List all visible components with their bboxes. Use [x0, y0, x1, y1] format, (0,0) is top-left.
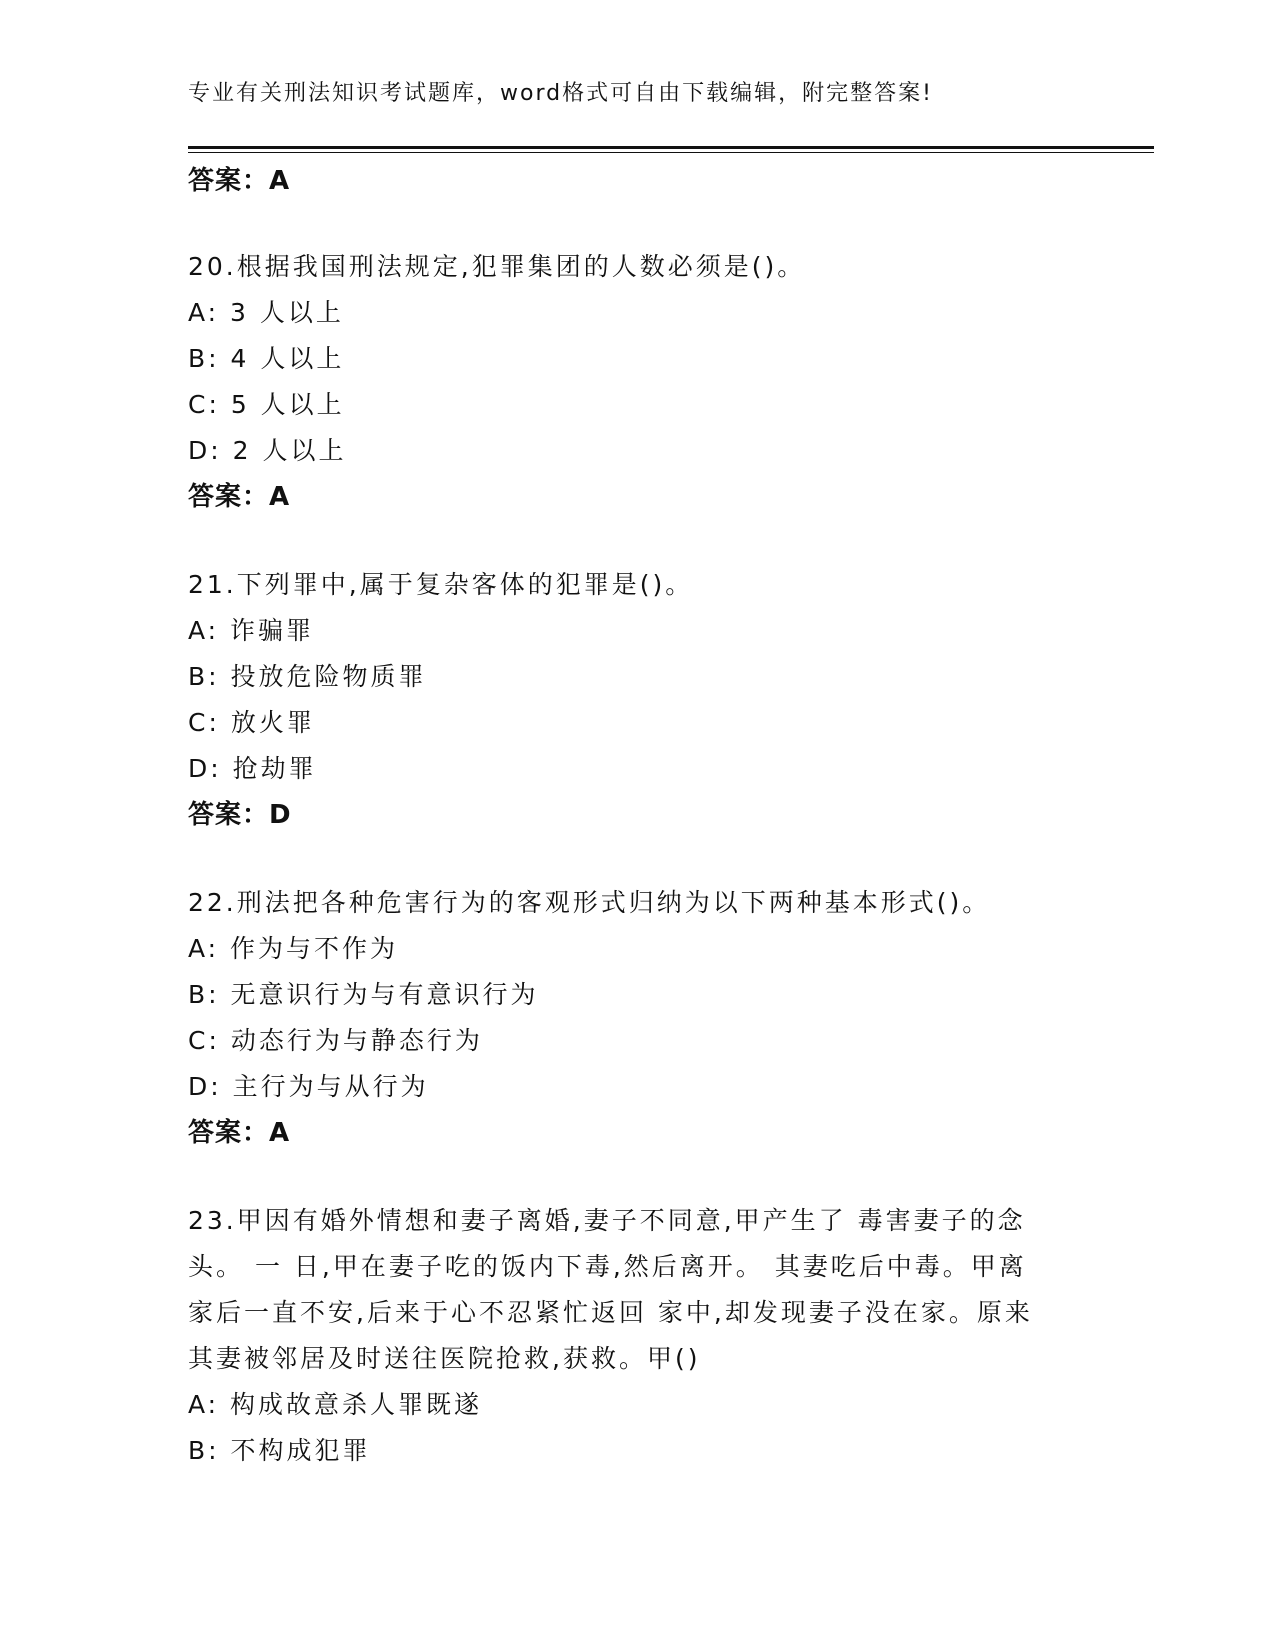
- question-20: [188, 244, 1088, 520]
- option-b: B: 投放危险物质罪: [188, 662, 427, 691]
- option-b: B: 4 人以上: [188, 344, 345, 373]
- question-23: [188, 1198, 1088, 1474]
- option-a: A: 3 人以上: [188, 298, 344, 327]
- option-c: C: 放火罪: [188, 708, 315, 737]
- option-a: A: 作为与不作为: [188, 934, 399, 963]
- question-stem-line-4: 其妻被邻居及时送往医院抢救,获救。甲(): [188, 1344, 701, 1373]
- question-21: [188, 562, 1088, 838]
- question-stem-line-2: 头。 一 日,甲在妻子吃的饭内下毒,然后离开。 其妻吃后中毒。甲离: [188, 1252, 1027, 1281]
- option-c: C: 5 人以上: [188, 390, 345, 419]
- page-header: 专业有关刑法知识考试题库，word格式可自由下载编辑，附完整答案!: [188, 81, 933, 106]
- question-22: [188, 880, 1088, 1156]
- option-d: D: 2 人以上: [188, 436, 347, 465]
- question-stem: 21.下列罪中,属于复杂客体的犯罪是()。: [188, 570, 694, 599]
- answer-line: 答案：A: [188, 166, 291, 196]
- question-stem: 20.根据我国刑法规定,犯罪集团的人数必须是()。: [188, 252, 806, 281]
- answer-line: 答案：A: [188, 482, 291, 512]
- question-stem-line-1: 23.甲因有婚外情想和妻子离婚,妻子不同意,甲产生了 毒害妻子的念: [188, 1206, 1026, 1235]
- question-stem: 22.刑法把各种危害行为的客观形式归纳为以下两种基本形式()。: [188, 888, 991, 917]
- header-divider-thick: [188, 146, 1154, 149]
- answer-line: 答案：A: [188, 1118, 291, 1148]
- option-d: D: 抢劫罪: [188, 754, 317, 783]
- option-b: B: 无意识行为与有意识行为: [188, 980, 539, 1009]
- option-d: D: 主行为与从行为: [188, 1072, 429, 1101]
- option-b: B: 不构成犯罪: [188, 1436, 371, 1465]
- option-a: A: 诈骗罪: [188, 616, 315, 645]
- option-a: A: 构成故意杀人罪既遂: [188, 1390, 483, 1419]
- answer-line: 答案：D: [188, 800, 292, 830]
- option-c: C: 动态行为与静态行为: [188, 1026, 483, 1055]
- document-body: [188, 158, 1088, 1474]
- header-divider-thin: [188, 152, 1154, 153]
- question-stem-line-3: 家后一直不安,后来于心不忍紧忙返回 家中,却发现妻子没在家。原来: [188, 1298, 1033, 1327]
